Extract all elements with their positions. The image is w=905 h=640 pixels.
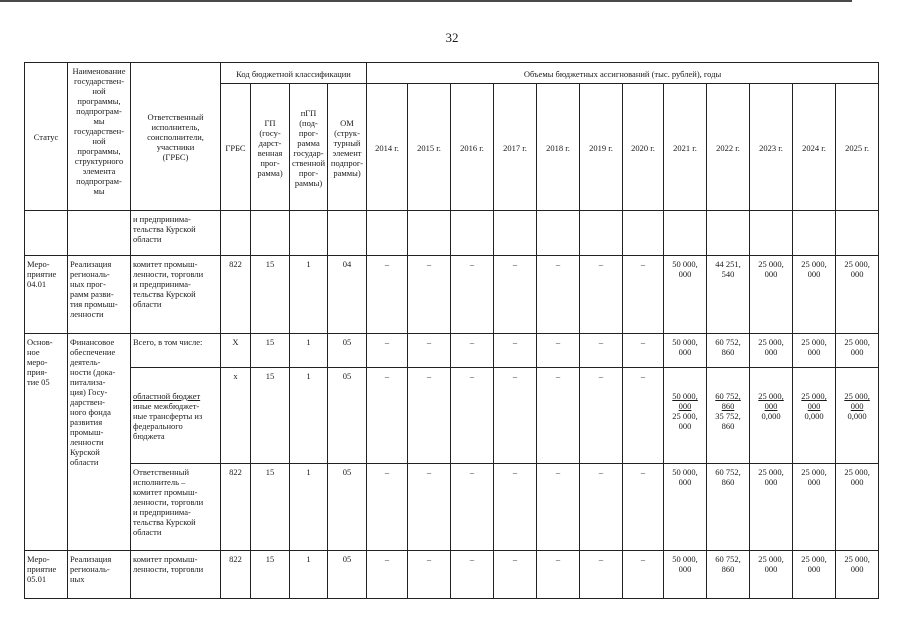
cell-pgp: 1 (290, 464, 328, 551)
cell-status: Меро- приятие 05.01 (25, 551, 68, 599)
header-year: 2024 г. (793, 84, 836, 211)
table-row (25, 256, 879, 334)
regional-value: 25 000, 000 (758, 391, 784, 411)
header-year: 2022 г. (707, 84, 750, 211)
cell-name: Реализация региональ- ных прог- рамм разви- тия промыш- ленности (68, 256, 131, 334)
cell-year (750, 211, 793, 256)
header-gp: ГП (госу- дарст- венная прог- рамма) (251, 84, 290, 211)
table-row (25, 464, 879, 551)
cell-year (494, 211, 537, 256)
regional-value: 25 000, 000 (844, 391, 870, 411)
cell-status: Основ- ное меро- прия- тие 05 (25, 334, 68, 551)
cell-year: 60 752, 860 (707, 464, 750, 551)
header-year: 2025 г. (836, 84, 879, 211)
cell-year: – (408, 464, 451, 551)
cell-name (68, 211, 131, 256)
cell-year: 50 000, 000 (664, 464, 707, 551)
cell-year: – (367, 551, 408, 599)
header-year: 2016 г. (451, 84, 494, 211)
table-row (25, 551, 879, 599)
cell-year: 25 000, 000 (793, 464, 836, 551)
federal-transfers-label: иные межбюджет- ные трансферты из федерального бюджета (133, 401, 203, 441)
cell-year (793, 368, 836, 464)
header-volumes: Объемы бюджетных ассигнований (тыс. рублей), годы (367, 63, 879, 84)
cell-year (793, 211, 836, 256)
cell-year (750, 368, 793, 464)
cell-year: – (451, 551, 494, 599)
cell-year (451, 211, 494, 256)
cell-year: – (408, 551, 451, 599)
cell-year: – (580, 334, 623, 368)
cell-pgp: 1 (290, 551, 328, 599)
regional-value: 60 752, 860 (715, 391, 741, 411)
cell-year (367, 211, 408, 256)
cell-year (707, 368, 750, 464)
cell-grbs: 822 (221, 464, 251, 551)
cell-year (707, 211, 750, 256)
cell-om (328, 211, 367, 256)
cell-om: 05 (328, 334, 367, 368)
header-year: 2017 г. (494, 84, 537, 211)
cell-year: – (367, 256, 408, 334)
cell-responsible: комитет промыш- ленности, торговли и предпринима- тельства Курской области (131, 256, 221, 334)
cell-status (25, 211, 68, 256)
header-status: Статус (25, 63, 68, 211)
cell-om: 05 (328, 551, 367, 599)
cell-year: 25 000, 000 (793, 551, 836, 599)
cell-year: 25 000, 000 (836, 334, 879, 368)
cell-year: 25 000, 000 (836, 464, 879, 551)
regional-budget-label: областной бюджет (133, 391, 201, 401)
regional-value: 50 000, 000 (672, 391, 698, 411)
cell-responsible: Всего, в том числе: (131, 334, 221, 368)
cell-year: – (494, 256, 537, 334)
cell-pgp: 1 (290, 256, 328, 334)
cell-year: – (623, 368, 664, 464)
cell-year: 25 000, 000 (836, 256, 879, 334)
cell-year: – (537, 256, 580, 334)
cell-year (580, 211, 623, 256)
cell-year: – (408, 256, 451, 334)
cell-year: – (451, 334, 494, 368)
cell-year (836, 368, 879, 464)
cell-year: – (367, 368, 408, 464)
cell-year (623, 211, 664, 256)
cell-year: – (367, 464, 408, 551)
cell-year: – (494, 334, 537, 368)
cell-year: – (537, 551, 580, 599)
header-year: 2021 г. (664, 84, 707, 211)
table-row (25, 368, 879, 464)
federal-value: 25 000, 000 (672, 411, 698, 431)
cell-year: 25 000, 000 (750, 256, 793, 334)
cell-om: 04 (328, 256, 367, 334)
cell-om: 05 (328, 368, 367, 464)
cell-gp (251, 211, 290, 256)
cell-status: Меро- приятие 04.01 (25, 256, 68, 334)
cell-year: – (494, 551, 537, 599)
cell-gp: 15 (251, 551, 290, 599)
cell-responsible (131, 368, 221, 464)
header-om: ОМ (струк- турный элемент подпрог- раммы) (328, 84, 367, 211)
federal-value: 0,000 (804, 411, 824, 421)
cell-year: 44 251, 540 (707, 256, 750, 334)
cell-grbs: 822 (221, 256, 251, 334)
cell-year: 25 000, 000 (836, 551, 879, 599)
cell-year: – (580, 464, 623, 551)
cell-gp: 15 (251, 464, 290, 551)
cell-year: 50 000, 000 (664, 334, 707, 368)
cell-year: 25 000, 000 (750, 551, 793, 599)
cell-year: – (623, 551, 664, 599)
header-year: 2023 г. (750, 84, 793, 211)
header-year: 2019 г. (580, 84, 623, 211)
cell-year (836, 211, 879, 256)
cell-gp: 15 (251, 334, 290, 368)
cell-name: Реализация региональ- ных (68, 551, 131, 599)
header-year: 2015 г. (408, 84, 451, 211)
cell-year: 50 000, 000 (664, 256, 707, 334)
cell-year: – (537, 464, 580, 551)
header-row (25, 63, 879, 84)
cell-year: – (623, 334, 664, 368)
cell-year: – (580, 256, 623, 334)
cell-year: 60 752, 860 (707, 551, 750, 599)
cell-year (664, 211, 707, 256)
cell-pgp: 1 (290, 368, 328, 464)
cell-year: – (623, 464, 664, 551)
cell-year: – (537, 334, 580, 368)
cell-om: 05 (328, 464, 367, 551)
cell-year: – (408, 368, 451, 464)
cell-year: – (451, 368, 494, 464)
scan-edge (0, 0, 852, 2)
federal-value: 0,000 (761, 411, 781, 421)
cell-pgp (290, 211, 328, 256)
budget-table (24, 62, 879, 599)
federal-value: 0,000 (847, 411, 867, 421)
header-pgp: пГП (под- прог- рамма государ- ственной прог- раммы) (290, 84, 328, 211)
cell-year: – (451, 256, 494, 334)
cell-year: – (451, 464, 494, 551)
page-number: 32 (445, 30, 459, 45)
cell-year: – (494, 464, 537, 551)
header-responsible: Ответственный исполнитель, соисполнители, участники (ГРБС) (131, 63, 221, 211)
header-name: Наименование государствен- ной программы, подпрограм- мы государствен- ной программы, структурного элемента подпрограм- мы (68, 63, 131, 211)
cell-year: – (408, 334, 451, 368)
cell-year: – (580, 551, 623, 599)
cell-responsible: и предпринима- тельства Курской области (131, 211, 221, 256)
header-year: 2014 г. (367, 84, 408, 211)
cell-year: 50 000, 000 (664, 551, 707, 599)
cell-year: 25 000, 000 (793, 334, 836, 368)
federal-value: 35 752, 860 (715, 411, 741, 431)
regional-value: 25 000, 000 (801, 391, 827, 411)
cell-year: 60 752, 860 (707, 334, 750, 368)
header-year: 2018 г. (537, 84, 580, 211)
cell-year: – (367, 334, 408, 368)
cell-year (408, 211, 451, 256)
cell-grbs: 822 (221, 551, 251, 599)
cell-year: – (494, 368, 537, 464)
table-row (25, 334, 879, 368)
cell-year: 25 000, 000 (750, 334, 793, 368)
cell-year: – (580, 368, 623, 464)
cell-year: – (537, 368, 580, 464)
cell-year (664, 368, 707, 464)
table-row (25, 211, 879, 256)
header-grbs: ГРБС (221, 84, 251, 211)
cell-grbs: х (221, 368, 251, 464)
cell-year: 25 000, 000 (793, 256, 836, 334)
cell-responsible: Ответственный исполнитель – комитет промыш- ленности, торговли и предпринима- тельства Курской области (131, 464, 221, 551)
header-year: 2020 г. (623, 84, 664, 211)
cell-gp: 15 (251, 256, 290, 334)
cell-pgp: 1 (290, 334, 328, 368)
cell-year: 25 000, 000 (750, 464, 793, 551)
cell-gp: 15 (251, 368, 290, 464)
cell-name: Финансовое обеспечение деятель- ности (дока- питализа- ция) Госу- дарствен- ного фонда развития промыш- ленности Курской области (68, 334, 131, 551)
header-budget-code: Код бюджетной классификации (221, 63, 367, 84)
cell-year (537, 211, 580, 256)
cell-year: – (623, 256, 664, 334)
cell-responsible: комитет промыш- ленности, торговли (131, 551, 221, 599)
cell-grbs: Х (221, 334, 251, 368)
cell-grbs (221, 211, 251, 256)
